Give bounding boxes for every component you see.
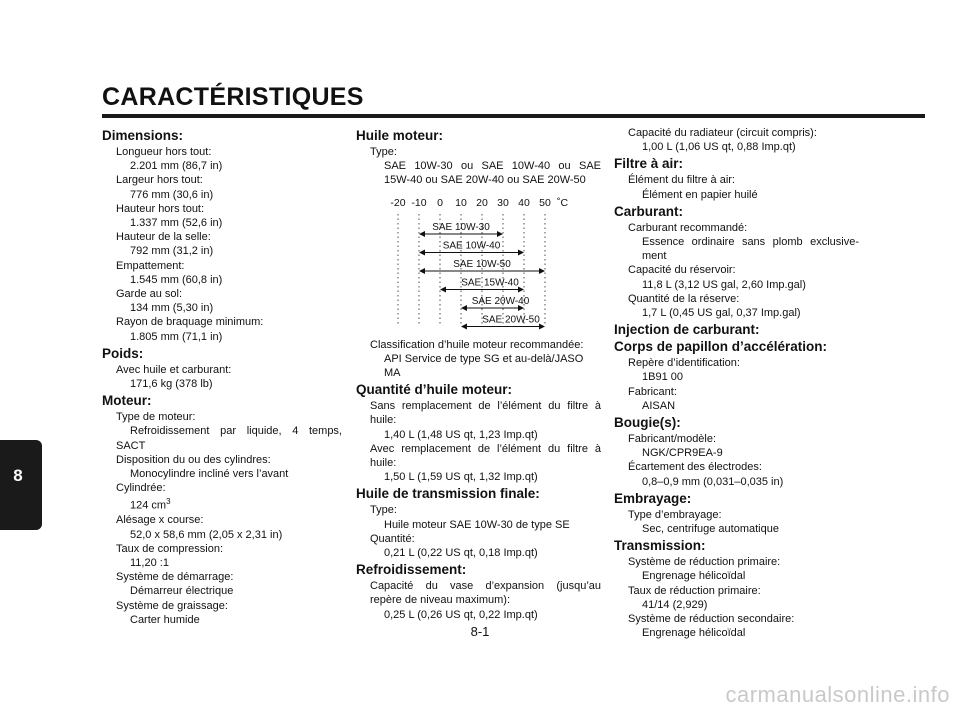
value: 15W-40 ou SAE 20W-40 ou SAE 20W-50: [384, 174, 586, 187]
label: repère de niveau maximum):: [370, 594, 511, 607]
tick-label: -10: [411, 196, 427, 209]
value: AISAN: [642, 399, 676, 412]
chapter-tab: [0, 440, 42, 530]
tick-label: 50: [539, 196, 551, 209]
range-arrow-right: [518, 286, 524, 292]
page-number: 8-1: [470, 624, 490, 639]
label: Élément du filtre à air:: [628, 174, 735, 187]
value: Démarreur électrique: [130, 585, 234, 598]
label: Capacité du radiateur (circuit compris):: [628, 127, 817, 139]
column-3: [614, 126, 859, 640]
label: Système de réduction secondaire:: [628, 613, 795, 626]
value: ment: [642, 250, 667, 263]
label: Quantité:: [370, 532, 415, 545]
value: 0,25 L (0,26 US qt, 0,22 Imp.qt): [384, 608, 538, 621]
series-label: SAE 10W-50: [453, 258, 511, 270]
value: 41/14 (2,929): [642, 598, 708, 611]
value: 11,8 L (3,12 US gal, 2,60 Imp.gal): [642, 278, 806, 291]
label: Système de réduction primaire:: [628, 556, 781, 569]
label: Écartement des électrodes:: [628, 461, 762, 474]
label: Type:: [370, 504, 397, 517]
range-arrow-left: [419, 249, 425, 255]
heading-transmission-finale: Huile de transmission finale:: [356, 486, 540, 502]
tick-label: 30: [497, 196, 509, 209]
value: 792 mm (31,2 in): [130, 245, 214, 258]
value: 2.201 mm (86,7 in): [130, 160, 223, 173]
value: Refroidissement par liquide, 4 temps,: [130, 425, 342, 438]
label: Quantité de la réserve:: [628, 292, 740, 305]
value: 171,6 kg (378 lb): [130, 378, 213, 391]
heading-filtre: Filtre à air:: [614, 156, 684, 172]
tick-label: -20: [390, 196, 406, 209]
range-arrow-right: [539, 323, 545, 329]
value: 1B91 00: [642, 371, 683, 384]
value: Élément en papier huilé: [642, 188, 758, 201]
range-arrow-left: [440, 286, 446, 292]
label: Largeur hors tout:: [116, 174, 203, 187]
page-title: CARACTÉRISTIQUES: [102, 83, 364, 111]
title-rule: [102, 114, 925, 118]
label: Avec remplacement de l’élément du filtre à: [370, 442, 601, 455]
label: Garde au sol:: [116, 288, 183, 301]
value: 776 mm (30,6 in): [130, 188, 214, 201]
label: Taux de compression:: [116, 542, 223, 555]
series-label: SAE 10W-40: [442, 240, 501, 252]
label: Disposition du ou des cylindres:: [116, 453, 271, 466]
label: Rayon de braquage minimum:: [116, 316, 264, 329]
value: 134 mm (5,30 in): [130, 302, 214, 315]
value: NGK/CPR9EA-9: [642, 447, 723, 460]
heading-moteur: Moteur:: [102, 393, 152, 409]
chapter-number: 8: [13, 466, 23, 485]
label: Repère d’identification:: [628, 357, 740, 370]
label: Système de graissage:: [116, 599, 228, 612]
label: Type:: [370, 146, 397, 158]
label: huile:: [370, 414, 397, 427]
heading-quantite: Quantité d’huile moteur:: [356, 382, 513, 398]
value: SACT: [116, 439, 146, 452]
label: Capacité du réservoir:: [628, 264, 736, 277]
oil-temperature-chart: [356, 194, 596, 334]
label: Alésage x course:: [116, 514, 204, 527]
range-arrow-left: [461, 323, 467, 329]
oil-chart-svg: [356, 194, 596, 334]
tick-label: 0: [437, 196, 443, 209]
tick-label: 40: [518, 196, 530, 209]
value: 11,20 :1: [130, 556, 169, 569]
value: 1.337 mm (52,6 in): [130, 217, 223, 230]
label: Hauteur hors tout:: [116, 202, 205, 215]
range-arrow-left: [419, 268, 425, 274]
series-label: SAE 20W-50: [482, 314, 540, 326]
series-label: SAE 20W-40: [471, 295, 530, 307]
value: 0,8–0,9 mm (0,031–0,035 in): [642, 475, 784, 488]
value: 1,50 L (1,59 US qt, 1,32 Imp.qt): [384, 471, 538, 484]
label: Cylindrée:: [116, 482, 166, 495]
label: Taux de réduction primaire:: [628, 584, 761, 597]
range-arrow-right: [518, 249, 524, 255]
label: Système de démarrage:: [116, 571, 234, 584]
value: Engrenage hélicoïdal: [642, 627, 746, 640]
tick-label: 10: [455, 196, 467, 209]
heading-injection: Injection de carburant:: [614, 322, 760, 338]
value: Huile moteur SAE 10W-30 de type SE: [384, 518, 570, 531]
label: Fabricant/modèle:: [628, 433, 717, 446]
heading-bougie: Bougie(s):: [614, 415, 681, 431]
value-cylindree: 124 $cm^3$: [130, 497, 171, 513]
range-arrow-right: [539, 268, 545, 274]
column-1: [102, 126, 342, 627]
value: SAE 10W-30 ou SAE 10W-40 ou SAE: [384, 160, 601, 173]
label: Type d’embrayage:: [628, 508, 722, 521]
value: 1.545 mm (60,8 in): [130, 273, 223, 286]
series-label: SAE 10W-30: [432, 221, 490, 233]
label: Classification d’huile moteur recommandée:: [370, 338, 584, 351]
heading-embrayage: Embrayage:: [614, 490, 692, 506]
range-arrow-right: [497, 231, 503, 237]
heading-transmission: Transmission:: [614, 538, 706, 554]
heading-corps-papillon: Corps de papillon d’accélération:: [614, 339, 828, 355]
value: Carter humide: [130, 613, 200, 626]
value: 1,7 L (0,45 US gal, 0,37 Imp.gal): [642, 307, 801, 320]
value: MA: [384, 367, 401, 380]
value: API Service de type SG et au-delà/JASO: [384, 352, 584, 365]
label: Longueur hors tout:: [116, 146, 212, 158]
heading-huile-moteur: Huile moteur:: [356, 128, 444, 143]
label: Empattement:: [116, 259, 185, 272]
series-label: SAE 15W-40: [461, 277, 519, 289]
heading-poids: Poids:: [102, 345, 144, 361]
value: 1,00 L (1,06 US qt, 0,88 Imp.qt): [642, 141, 796, 154]
label: Capacité du vase d’expansion (jusqu’au: [370, 580, 601, 593]
label: Type de moteur:: [116, 411, 196, 424]
label: Sans remplacement de l’élément du filtre à: [370, 400, 601, 413]
label: Carburant recommandé:: [628, 221, 748, 234]
tick-label: 20: [476, 196, 488, 209]
label: huile:: [370, 457, 397, 470]
unit-label: ˚C: [557, 196, 569, 209]
range-arrow-left: [419, 231, 425, 237]
value: Sec, centrifuge automatique: [642, 523, 779, 536]
column-2: [356, 126, 601, 622]
value: 0,21 L (0,22 US qt, 0,18 Imp.qt): [384, 547, 538, 560]
heading-refroidissement: Refroidissement:: [356, 562, 467, 578]
value: 1.805 mm (71,1 in): [130, 330, 223, 343]
label: Avec huile et carburant:: [116, 363, 232, 376]
value: Monocylindre incliné vers l’avant: [130, 468, 289, 481]
label: Hauteur de la selle:: [116, 231, 211, 244]
value: 1,40 L (1,48 US qt, 1,23 Imp.qt): [384, 428, 538, 441]
heading-carburant: Carburant:: [614, 203, 684, 219]
value: 52,0 x 58,6 mm (2,05 x 2,31 in): [130, 528, 283, 541]
value: Engrenage hélicoïdal: [642, 570, 746, 583]
range-arrow-left: [461, 305, 467, 311]
watermark: carmanualsonline.info: [725, 682, 950, 707]
value: Essence ordinaire sans plomb exclusive-: [642, 236, 859, 249]
heading-dimensions: Dimensions:: [102, 128, 184, 143]
label: Fabricant:: [628, 385, 677, 398]
